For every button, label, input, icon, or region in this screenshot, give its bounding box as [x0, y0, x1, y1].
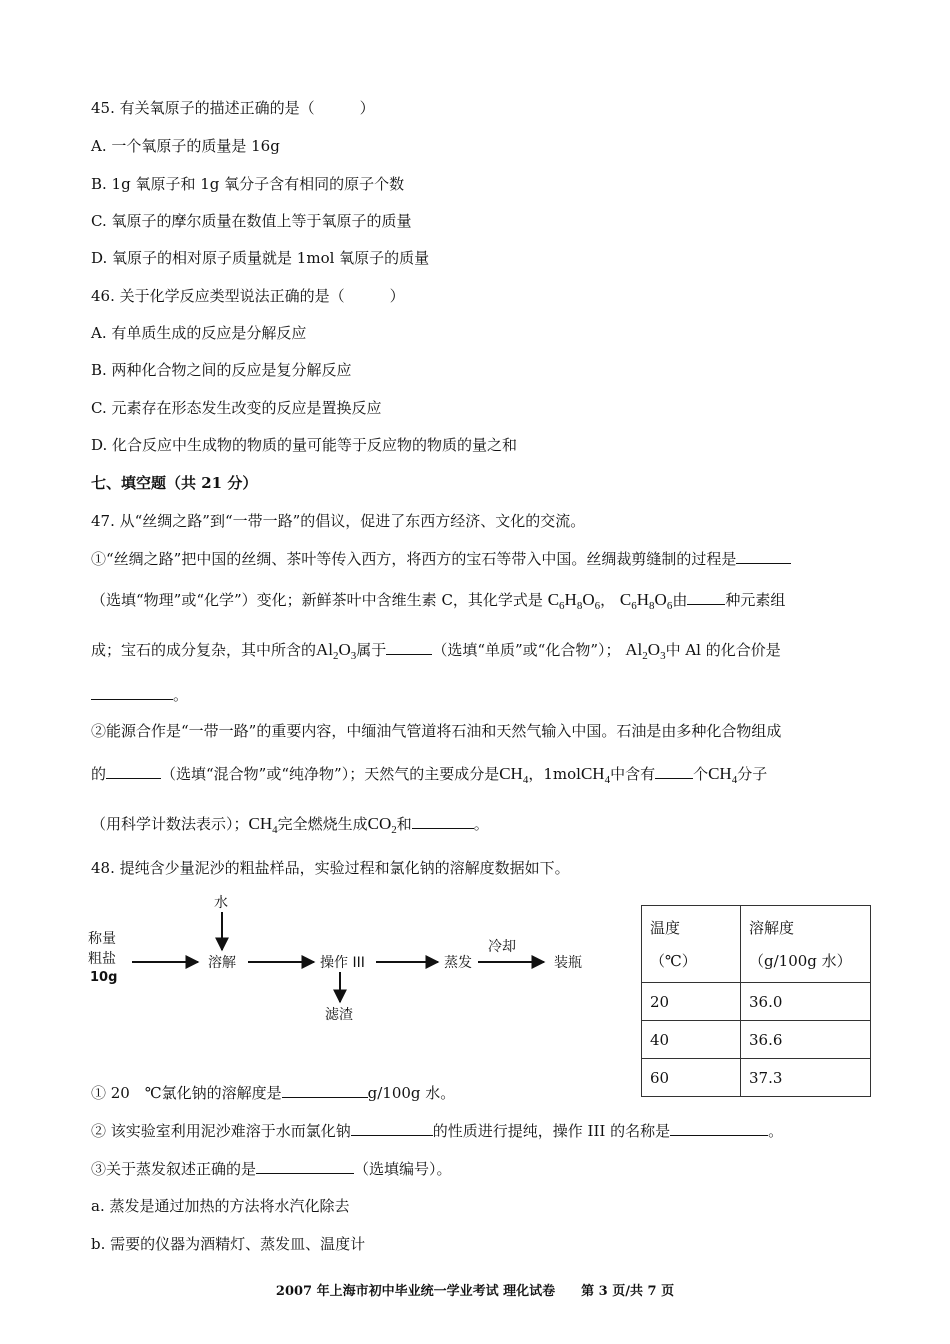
- table-header-row: [642, 906, 871, 983]
- table-cell-temperature: 40: [642, 1021, 741, 1059]
- table-row: [642, 1021, 871, 1059]
- table-header-temperature: 温度 （℃）: [642, 906, 741, 983]
- answer-blank[interactable]: [106, 764, 161, 779]
- q45-stem: 45. 有关氧原子的描述正确的是（ ）: [91, 99, 375, 117]
- section-title: 七、填空题（共 21 分）: [91, 474, 258, 492]
- table-cell-temperature: 60: [642, 1059, 741, 1097]
- table-header-solubility: 溶解度 （g/100g 水）: [741, 906, 871, 983]
- table-row: [642, 983, 871, 1021]
- answer-blank[interactable]: [386, 640, 432, 655]
- formula-ch4: $CH_4$: [248, 814, 278, 836]
- answer-blank[interactable]: [351, 1121, 433, 1136]
- flow-dissolve: 溶解: [208, 955, 236, 971]
- solubility-table: [641, 905, 871, 1097]
- q46-option-c: C. 元素存在形态发生改变的反应是置换反应: [91, 399, 382, 417]
- flow-evaporate: 蒸发: [444, 955, 472, 971]
- formula-ch4: $CH_4$: [499, 764, 529, 786]
- flow-sample-label: 称量: [88, 931, 116, 947]
- q48-intro: 48. 提纯含少量泥沙的粗盐样品，实验过程和氯化钠的溶解度数据如下。: [91, 859, 570, 877]
- answer-blank[interactable]: [736, 549, 791, 564]
- formula-al2o3: $Al_2O_3$: [625, 640, 666, 662]
- q48-option-a: a. 蒸发是通过加热的方法将水汽化除去: [91, 1197, 350, 1215]
- q46-stem: 46. 关于化学反应类型说法正确的是（ ）: [91, 287, 405, 305]
- q45-option-d: D. 氧原子的相对原子质量就是 1mol 氧原子的质量: [91, 249, 430, 267]
- q47-p1-line2: （选填“物理”或“化学”）变化；新鲜茶叶中含维生素 C，其化学式是 $C_6H_8O_6$， $C_6H_8O_6$由 种元素组: [91, 590, 786, 612]
- table-cell-solubility: 36.0: [741, 983, 871, 1021]
- flow-sample-mass: 10g: [90, 970, 118, 985]
- answer-blank[interactable]: [256, 1159, 354, 1174]
- formula-al2o3: $Al_2O_3$: [316, 640, 357, 662]
- q48-option-b: b. 需要的仪器为酒精灯、蒸发皿、温度计: [91, 1235, 366, 1253]
- q48-sub1: ① 20 ℃氯化钠的溶解度是 g/100g 水。: [91, 1084, 456, 1102]
- q45-option-c: C. 氧原子的摩尔质量在数值上等于氧原子的质量: [91, 212, 412, 230]
- flow-residue: 滤渣: [325, 1007, 353, 1023]
- q46-option-a: A. 有单质生成的反应是分解反应: [91, 324, 307, 342]
- table-cell-solubility: 36.6: [741, 1021, 871, 1059]
- answer-blank[interactable]: [412, 814, 474, 829]
- formula-co2: $CO_2$: [367, 814, 397, 836]
- formula-ch4: $CH_4$: [708, 764, 738, 786]
- q46-option-b: B. 两种化合物之间的反应是复分解反应: [91, 361, 352, 379]
- answer-blank[interactable]: [91, 685, 173, 700]
- process-flow-diagram: [88, 890, 608, 1030]
- q47-p1-line4: 。: [91, 685, 188, 705]
- page-footer: 2007 年上海市初中毕业统一学业考试 理化试卷 第 3 页/共 7 页: [275, 1284, 675, 1299]
- flow-bottle: 装瓶: [554, 955, 582, 971]
- q46-option-d: D. 化合反应中生成物的物质的量可能等于反应物的物质的量之和: [91, 436, 518, 454]
- answer-blank[interactable]: [687, 590, 725, 605]
- answer-blank[interactable]: [655, 764, 693, 779]
- flow-cool: 冷却: [488, 939, 516, 955]
- answer-blank[interactable]: [670, 1121, 768, 1136]
- q48-sub2: ② 该实验室利用泥沙难溶于水而氯化钠 的性质进行提纯，操作 III 的名称是 。: [91, 1122, 784, 1140]
- table-cell-solubility: 37.3: [741, 1059, 871, 1097]
- q47-p2-line3: （用科学计数法表示）；$CH_4$完全燃烧生成$CO_2$和 。: [91, 814, 489, 836]
- q48-sub3: ③关于蒸发叙述正确的是 （选填编号）。: [91, 1160, 452, 1178]
- flow-sample-label: 粗盐: [88, 951, 116, 967]
- table-cell-temperature: 20: [642, 983, 741, 1021]
- table-row: [642, 1059, 871, 1097]
- q47-p2-line1: ②能源合作是“一带一路”的重要内容，中缅油气管道将石油和天然气输入中国。石油是由多种化合物组成: [91, 722, 782, 740]
- formula-vitamin-c: $C_6H_8O_6$: [547, 590, 601, 612]
- answer-blank[interactable]: [282, 1083, 368, 1098]
- formula-vitamin-c: $C_6H_8O_6$: [619, 590, 673, 612]
- formula-ch4: $CH_4$: [580, 764, 611, 786]
- q47-p2-line2: 的 （选填“混合物”或“纯净物”）；天然气的主要成分是$CH_4$，1molCH$_4$中含有 个$CH_4$分子: [91, 764, 768, 786]
- flow-operation-iii: 操作 III: [320, 955, 365, 971]
- q47-p1-line3: 成；宝石的成分复杂，其中所含的$Al_2O_3$属于 （选填“单质”或“化合物”）； $Al_2O_3$中 Al 的化合价是: [91, 640, 781, 662]
- q45-option-b: B. 1g 氧原子和 1g 氧分子含有相同的原子个数: [91, 175, 405, 193]
- q47-intro: 47. 从“丝绸之路”到“一带一路”的倡议，促进了东西方经济、文化的交流。: [91, 512, 586, 530]
- flow-water: 水: [214, 895, 228, 911]
- q45-option-a: A. 一个氧原子的质量是 16g: [91, 137, 280, 155]
- q47-p1-line1: ①“丝绸之路”把中国的丝绸、茶叶等传入西方，将西方的宝石等带入中国。丝绸裁剪缝制的过程是: [91, 549, 791, 569]
